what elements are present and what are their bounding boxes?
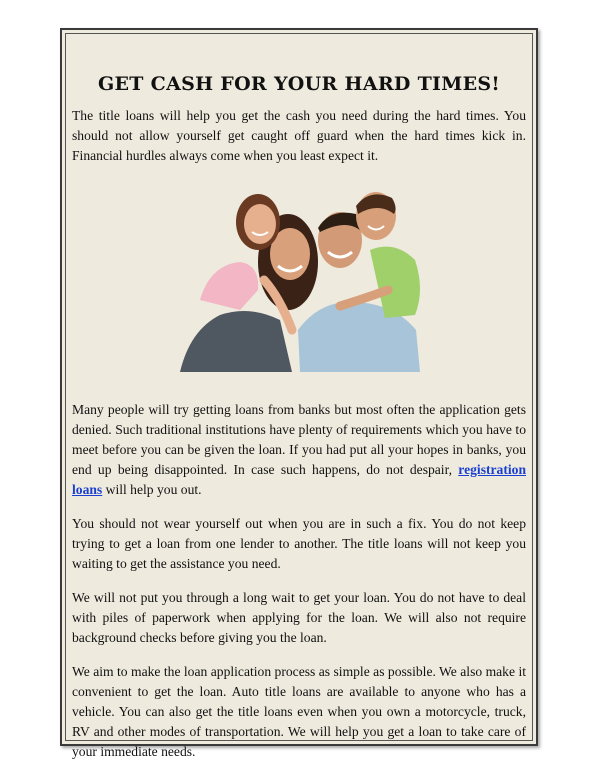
page-title: GET CASH FOR YOUR HARD TIMES!	[97, 73, 501, 95]
page-frame	[60, 28, 538, 759]
paragraph-banks-tail: will help you out.	[105, 482, 202, 497]
document-content	[72, 30, 526, 776]
paragraph-fix: You should not wear yourself out when you are in such a fix. You do not keep trying to get a loan from one lender to another. The title loans will not keep you waiting to get the assistance you need.	[72, 516, 526, 571]
family-photo	[180, 180, 432, 372]
paragraph-banks	[72, 400, 526, 500]
registration-loans-link[interactable]: registration loans	[72, 462, 527, 497]
paragraph-banks-text: Many people will try getting loans from banks but most often the application gets denied. Such traditional institutions have plenty of requirements which you have to meet before you can be given the loan. If you had put all your hopes in banks, you end up being disappointed. In case such happens, do not despair,	[72, 402, 526, 477]
family-photo-container	[72, 180, 526, 386]
paragraph-simple-process: We aim to make the loan application process as simple as possible. We also make it convenient to get the loan. Auto title loans are available to anyone who has a vehicle. You can also get the title loans even when you own a motorcycle, truck, RV and other modes of transportation. We will help you get a loan to take care of your immediate needs.	[72, 664, 526, 759]
paragraph-paperwork: We will not put you through a long wait to get your loan. You do not have to deal with piles of paperwork when applying for the loan. We will also not require background checks before giving you the loan.	[72, 590, 526, 645]
paragraph-intro: The title loans will help you get the cash you need during the hard times. You should not allow yourself get caught off guard when the hard times kick in. Financial hurdles always come when you least expect it.	[72, 108, 526, 163]
